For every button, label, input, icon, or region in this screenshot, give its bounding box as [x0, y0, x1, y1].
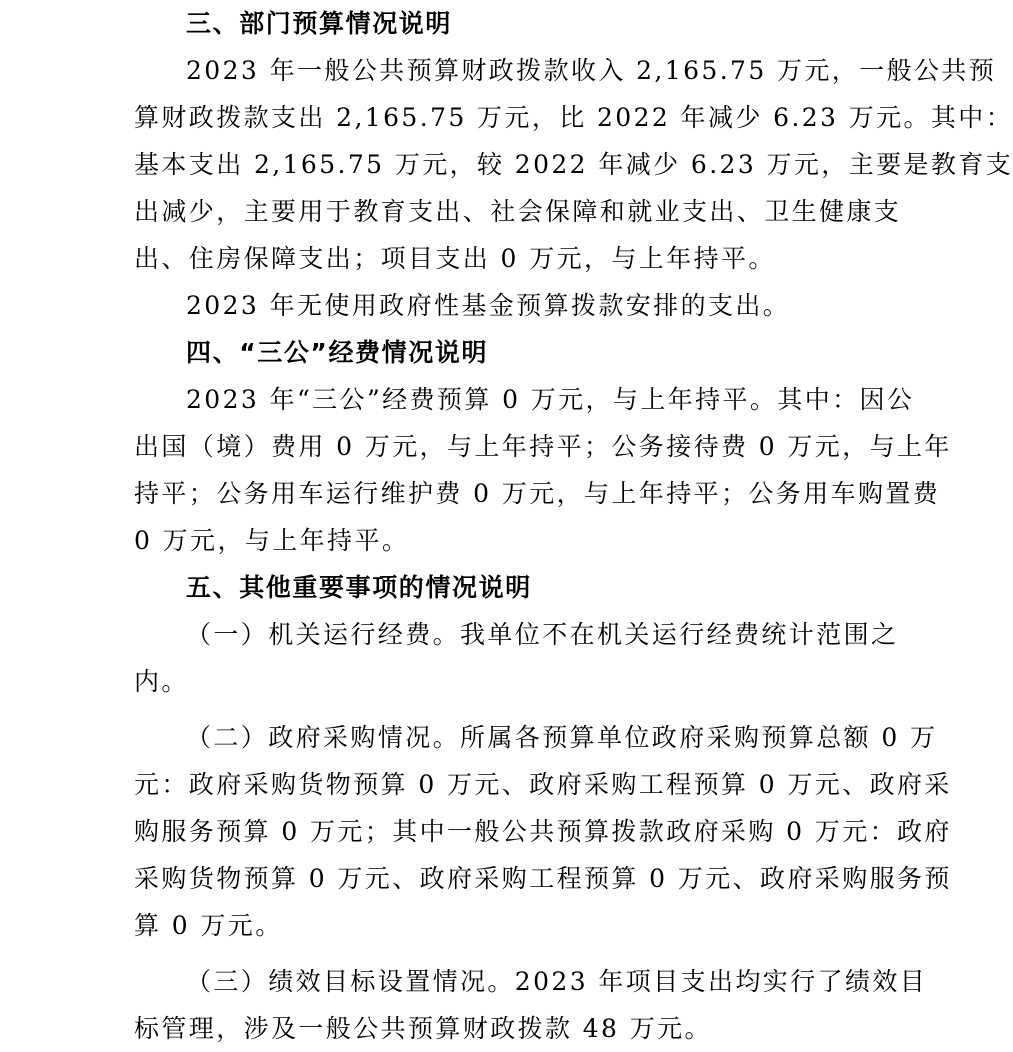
paragraph-spacer — [134, 705, 879, 714]
paragraph-line: 采购货物预算 0 万元、政府采购工程预算 0 万元、政府采购服务预 — [134, 864, 952, 893]
section-heading: 五、其他重要事项的情况说明 — [186, 573, 532, 602]
paragraph-line: 算 0 万元。 — [134, 911, 283, 940]
paragraph-line: （二）政府采购情况。所属各预算单位政府采购预算总额 0 万 — [186, 723, 938, 752]
paragraph-line: 持平；公务用车运行维护费 0 万元，与上年持平；公务用车购置费 — [134, 479, 941, 508]
paragraph-line: 元：政府采购货物预算 0 万元、政府采购工程预算 0 万元、政府采 — [134, 770, 952, 799]
paragraph-line: 2023 年无使用政府性基金预算拨款安排的支出。 — [186, 291, 791, 320]
document-page — [134, 0, 1013, 1043]
paragraph-line: 2023 年“三公”经费预算 0 万元，与上年持平。其中：因公 — [186, 385, 915, 414]
paragraph-line: 出、住房保障支出；项目支出 0 万元，与上年持平。 — [134, 244, 776, 273]
paragraph-line: 出减少，主要用于教育支出、社会保障和就业支出、卫生健康支 — [134, 197, 902, 226]
section-heading: 四、“三公”经费情况说明 — [186, 338, 489, 367]
paragraph-line: 基本支出 2,165.75 万元，较 2022 年减少 6.23 万元，主要是教育支 — [134, 150, 1013, 179]
paragraph-line: （一）机关运行经费。我单位不在机关运行经费统计范围之 — [186, 620, 899, 649]
paragraph-line: （三）绩效目标设置情况。2023 年项目支出均实行了绩效目 — [186, 967, 928, 996]
paragraph-line: 算财政拨款支出 2,165.75 万元，比 2022 年减少 6.23 万元。其中： — [134, 103, 1013, 132]
section-heading: 三、部门预算情况说明 — [186, 9, 453, 38]
paragraph-line: 购服务预算 0 万元；其中一般公共预算拨款政府采购 0 万元：政府 — [134, 817, 952, 846]
paragraph-line: 出国（境）费用 0 万元，与上年持平；公务接待费 0 万元，与上年 — [134, 432, 952, 461]
paragraph-line: 内。 — [134, 667, 189, 696]
paragraph-line: 标管理，涉及一般公共预算财政拨款 48 万元。 — [134, 1014, 712, 1043]
paragraph-line: 2023 年一般公共预算财政拨款收入 2,165.75 万元，一般公共预 — [186, 56, 997, 85]
paragraph-spacer — [134, 949, 879, 958]
paragraph-line: 0 万元，与上年持平。 — [134, 526, 410, 555]
